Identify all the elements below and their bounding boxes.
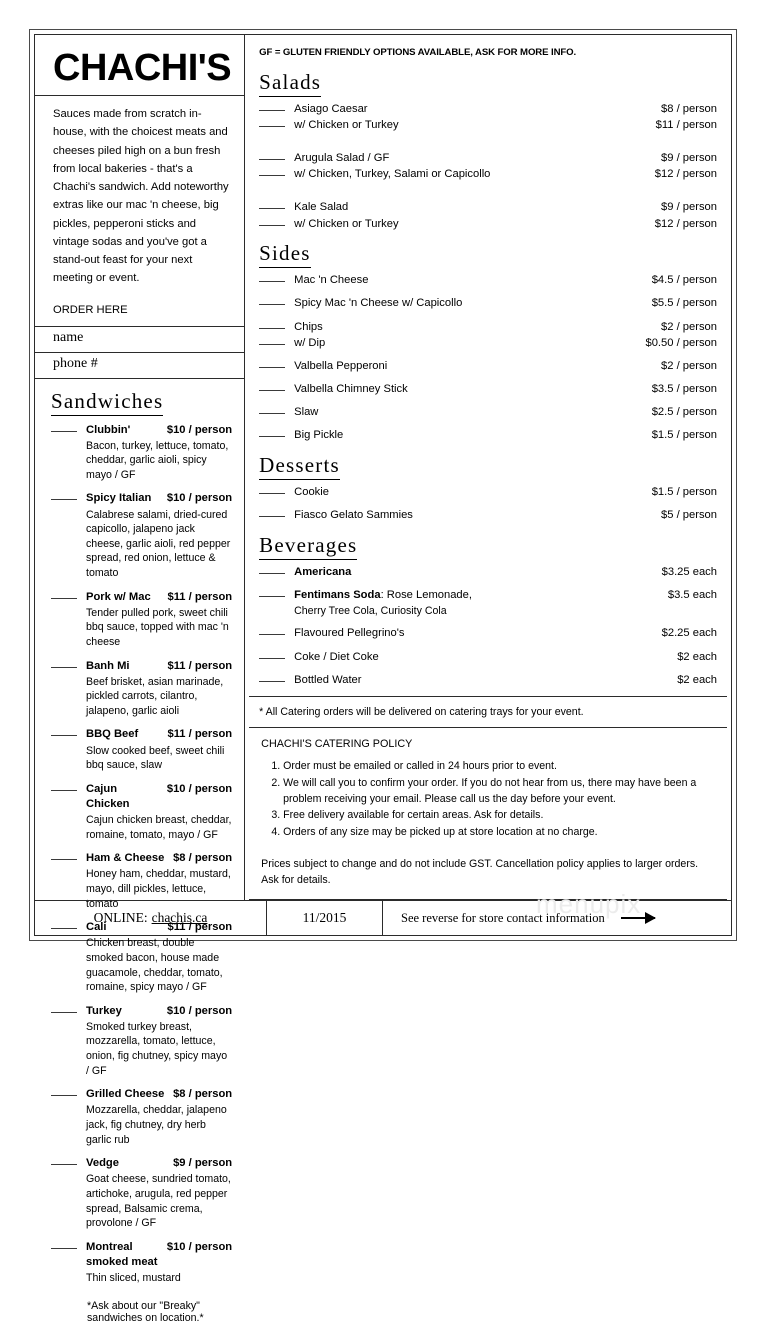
- item-description: Cajun chicken breast, cheddar, romaine, tomato, mayo / GF: [86, 814, 232, 841]
- gluten-friendly-note: GF = GLUTEN FRIENDLY OPTIONS AVAILABLE, ASK FOR MORE INFO.: [259, 47, 577, 58]
- page-footer: [35, 900, 731, 935]
- item-name: Pork w/ Mac: [86, 590, 151, 603]
- item-name: Valbella Chimney Stick: [294, 382, 408, 395]
- item-name: Big Pickle: [294, 429, 344, 442]
- item-price: $10 / person: [166, 782, 233, 795]
- item-name: Clubbin': [86, 423, 131, 436]
- item-price: $1.5 / person: [651, 429, 717, 442]
- menu-item[interactable]: [259, 626, 717, 641]
- menu-item[interactable]: [259, 650, 717, 665]
- item-brand: Fentimans Soda: [294, 588, 381, 601]
- item-description: Smoked turkey breast, mozzarella, tomato, lettuce, onion, fig chutney, spicy mayo / GF: [86, 1020, 228, 1077]
- item-price: $1.5 / person: [651, 485, 717, 498]
- desserts-section: [249, 453, 727, 531]
- item-name: Chips: [294, 320, 323, 333]
- policy-title: CHACHI'S CATERING POLICY: [261, 737, 413, 750]
- order-blank-line[interactable]: [259, 516, 285, 517]
- order-blank-line[interactable]: [259, 413, 285, 414]
- item-description: Calabrese salami, dried-cured capicollo, jalapeno jack cheese, garlic aioli, red pepper spread, red onion, lettuce & tomato: [86, 508, 231, 579]
- policy-rule: 4. Orders of any size may be picked up at store location at no charge.: [283, 825, 717, 841]
- menu-item[interactable]: [259, 320, 717, 335]
- menu-item[interactable]: [51, 1087, 232, 1147]
- item-price: $10 / person: [166, 423, 233, 436]
- menu-item[interactable]: [51, 423, 232, 483]
- order-blank-line[interactable]: [259, 304, 285, 305]
- footer-date-cell: 11/2015: [267, 901, 383, 935]
- menu-item[interactable]: [259, 508, 717, 523]
- menu-item[interactable]: [259, 217, 717, 232]
- item-name: Valbella Pepperoni: [294, 359, 388, 372]
- policy-rules-list: [261, 759, 717, 841]
- item-price: $12 / person: [654, 168, 717, 181]
- item-flavours: : Rose Lemonade,: [380, 588, 472, 601]
- item-name: Fiasco Gelato Sammies: [294, 508, 413, 521]
- policy-footer-text: Prices subject to change and do not include GST. Cancellation policy applies to larger orders. Ask for details.: [261, 858, 699, 887]
- menu-item[interactable]: [51, 659, 232, 719]
- item-description: Cherry Tree Cola, Curiosity Cola: [294, 604, 447, 617]
- menu-item[interactable]: [259, 588, 717, 619]
- item-name: w/ Chicken or Turkey: [294, 217, 399, 230]
- item-price: $2 each: [677, 673, 717, 686]
- menu-item[interactable]: [259, 296, 717, 311]
- item-price: $11 / person: [167, 921, 233, 934]
- order-blank-line[interactable]: [51, 790, 77, 791]
- item-price: $10 / person: [166, 492, 233, 505]
- menu-item[interactable]: [51, 1156, 232, 1231]
- menu-item[interactable]: [259, 428, 717, 443]
- item-name: Spicy Italian: [86, 492, 152, 505]
- item-price: $3.5 / person: [651, 382, 717, 395]
- item-name: BBQ Beef: [86, 728, 139, 741]
- spacer: [259, 141, 717, 151]
- item-name: Kale Salad: [294, 201, 349, 214]
- intro-paragraph: Sauces made from scratch in-house, with the choicest meats and cheeses piled high on a bun fresh from local bakeries - that's a Chachi's sandwich. Add noteworthy extras like our mac 'n cheese, big pickles, pepperoni sticks and vintage sodas and you've got a stand-out feast for your next meeting or event.: [53, 108, 229, 285]
- menu-sheet: [29, 29, 737, 1324]
- item-price: $9 / person: [661, 201, 717, 214]
- item-price: $8 / person: [661, 103, 717, 115]
- policy-rule: 2. We will call you to confirm your order. If you do not hear from us, there may have been a problem receiving your email. Please call us the day before your event.: [283, 776, 717, 808]
- order-blank-line[interactable]: [51, 598, 77, 599]
- item-description: Thin sliced, mustard: [86, 1271, 181, 1284]
- item-price: $2 / person: [661, 359, 717, 372]
- right-arrow-icon: [621, 917, 655, 919]
- item-price: $5 / person: [661, 508, 717, 521]
- salads-section: [249, 70, 727, 240]
- item-name: Cajun Chicken: [86, 782, 130, 810]
- phone-field-label: phone #: [53, 355, 98, 371]
- brand-title: CHACHI'S: [53, 47, 232, 89]
- item-name: Asiago Caesar: [294, 103, 368, 115]
- order-blank-line[interactable]: [259, 281, 285, 282]
- order-blank-line[interactable]: [51, 1164, 77, 1165]
- item-price: $11 / person: [167, 659, 233, 672]
- item-price: $2.5 / person: [651, 405, 717, 418]
- menu-item[interactable]: [259, 167, 717, 182]
- intro-block: [35, 96, 244, 327]
- order-blank-line[interactable]: [259, 658, 285, 659]
- footer-online-cell: [35, 901, 267, 935]
- order-blank-line[interactable]: [51, 859, 77, 860]
- spacer: [259, 190, 717, 200]
- item-price: $3.25 each: [661, 565, 717, 578]
- sides-heading: Sides: [259, 241, 311, 268]
- order-blank-line[interactable]: [259, 344, 285, 345]
- item-name: Slaw: [294, 405, 319, 418]
- menu-item[interactable]: [51, 1004, 232, 1079]
- item-name: w/ Chicken or Turkey: [294, 119, 399, 132]
- menu-item[interactable]: [259, 336, 717, 351]
- menu-item[interactable]: [51, 491, 232, 580]
- name-field-label: name: [53, 329, 84, 345]
- item-name: Flavoured Pellegrino's: [294, 627, 405, 640]
- menu-item[interactable]: [259, 102, 717, 117]
- item-price: $2.25 each: [661, 627, 717, 640]
- item-price: $8 / person: [173, 852, 233, 865]
- order-blank-line[interactable]: [259, 436, 285, 437]
- beverages-heading: Beverages: [259, 533, 357, 560]
- order-blank-line[interactable]: [259, 328, 285, 329]
- item-price: $11 / person: [167, 728, 233, 741]
- website-link[interactable]: chachis.ca: [151, 910, 208, 925]
- item-description: Mozzarella, cheddar, jalapeno jack, fig chutney, dry herb garlic rub: [86, 1104, 227, 1146]
- item-description: Slow cooked beef, sweet chili bbq sauce, slaw: [86, 744, 225, 772]
- item-description: Tender pulled pork, sweet chili bbq sauce, topped with mac 'n cheese: [86, 606, 229, 648]
- order-blank-line[interactable]: [259, 208, 285, 209]
- item-price: $10 / person: [166, 1240, 233, 1253]
- catering-policy-block: [249, 728, 727, 900]
- item-name: Turkey: [86, 1004, 122, 1017]
- item-price: $8 / person: [173, 1088, 233, 1101]
- order-blank-line[interactable]: [51, 1248, 77, 1249]
- menu-item[interactable]: [259, 359, 717, 374]
- sandwiches-heading: Sandwiches: [51, 389, 163, 416]
- item-price: $4.5 / person: [651, 274, 717, 287]
- item-name: Montreal smoked meat: [86, 1240, 158, 1268]
- item-price: $0.50 / person: [645, 336, 717, 349]
- order-blank-line[interactable]: [51, 1012, 77, 1013]
- item-name: Coke / Diet Coke: [294, 650, 379, 663]
- item-name: [294, 588, 472, 603]
- breaky-note: *Ask about our "Breaky" sandwiches on location.*: [87, 1299, 204, 1324]
- menu-item[interactable]: [259, 273, 717, 288]
- menu-item[interactable]: [51, 782, 232, 842]
- menu-item[interactable]: [259, 673, 717, 688]
- item-name: Arugula Salad / GF: [294, 152, 390, 165]
- item-name: Banh Mi: [86, 659, 130, 672]
- online-label: ONLINE:: [93, 910, 148, 925]
- item-name: w/ Chicken, Turkey, Salami or Capicollo: [294, 168, 491, 181]
- see-reverse-label: See reverse for store contact information: [401, 910, 605, 925]
- brand-block: [35, 35, 244, 96]
- item-description: Bacon, turkey, lettuce, tomato, cheddar, garlic aioli, spicy mayo / GF: [86, 439, 229, 481]
- menu-item[interactable]: [259, 382, 717, 397]
- menu-inner-frame: [34, 34, 732, 1324]
- item-price: $12 / person: [654, 217, 717, 230]
- item-name: Ham & Cheese: [86, 852, 165, 865]
- order-blank-line[interactable]: [51, 1095, 77, 1096]
- order-here-label: ORDER HERE: [53, 303, 128, 316]
- item-name: w/ Dip: [294, 336, 326, 349]
- item-description: Chicken breast, double smoked bacon, house made guacamole, cheddar, tomato, romaine, spicy mayo / GF: [86, 937, 223, 994]
- item-price: $11 / person: [655, 119, 717, 132]
- delivery-note: * All Catering orders will be delivered on catering trays for your event.: [249, 696, 727, 728]
- item-name: Cookie: [294, 485, 329, 498]
- item-price: $5.5 / person: [651, 297, 717, 310]
- menu-item[interactable]: [259, 565, 717, 580]
- item-name: Spicy Mac 'n Cheese w/ Capicollo: [294, 297, 463, 310]
- right-column: [245, 35, 731, 900]
- policy-rule: 1. Order must be emailed or called in 24 hours prior to event.: [283, 759, 717, 775]
- order-blank-line[interactable]: [259, 159, 285, 160]
- order-blank-line[interactable]: [259, 634, 285, 635]
- item-name: Vedge: [86, 1157, 119, 1170]
- menu-item[interactable]: [259, 200, 717, 215]
- order-blank-line[interactable]: [259, 126, 285, 127]
- item-name: Cali: [86, 921, 107, 934]
- item-name: Grilled Cheese: [86, 1088, 165, 1101]
- order-blank-line[interactable]: [51, 667, 77, 668]
- order-blank-line[interactable]: [259, 110, 285, 111]
- order-blank-line[interactable]: [259, 681, 285, 682]
- item-name: Americana: [294, 565, 352, 578]
- footer-see-reverse-cell: [383, 901, 731, 935]
- sides-section: [249, 241, 727, 451]
- menu-item[interactable]: [259, 485, 717, 500]
- menupix-watermark: menupix: [536, 889, 642, 919]
- phone-field-row[interactable]: [35, 353, 244, 379]
- sandwiches-section: [35, 379, 244, 1328]
- item-price: $2 each: [677, 650, 717, 663]
- order-blank-line[interactable]: [259, 493, 285, 494]
- menu-item[interactable]: [259, 405, 717, 420]
- menu-item[interactable]: [259, 118, 717, 133]
- name-field-row[interactable]: [35, 327, 244, 353]
- item-price: $11 / person: [167, 590, 233, 603]
- order-blank-line[interactable]: [259, 390, 285, 391]
- item-price: $10 / person: [166, 1004, 233, 1017]
- item-price: $3.5 each: [667, 588, 717, 601]
- order-blank-line[interactable]: [51, 499, 77, 500]
- item-description: Honey ham, cheddar, mustard, mayo, dill pickles, lettuce, tomato: [86, 868, 231, 910]
- item-name: Bottled Water: [294, 673, 362, 686]
- menu-item[interactable]: [51, 590, 232, 650]
- menu-item[interactable]: [259, 151, 717, 166]
- item-description: Goat cheese, sundried tomato, artichoke, arugula, red pepper spread, Balsamic crema, provolone / GF: [86, 1173, 231, 1230]
- salads-heading: Salads: [259, 70, 321, 97]
- order-blank-line[interactable]: [259, 596, 285, 597]
- desserts-heading: Desserts: [259, 453, 340, 480]
- policy-rule: 3. Free delivery available for certain areas. Ask for details.: [283, 808, 717, 824]
- order-blank-line[interactable]: [259, 367, 285, 368]
- beverages-section: [249, 533, 727, 696]
- item-price: $9 / person: [661, 152, 717, 165]
- order-blank-line[interactable]: [259, 175, 285, 176]
- item-price: $2 / person: [661, 320, 717, 333]
- menu-item[interactable]: [51, 727, 232, 772]
- order-blank-line[interactable]: [259, 225, 285, 226]
- order-blank-line[interactable]: [51, 431, 77, 432]
- item-description: Beef brisket, asian marinade, pickled carrots, cilantro, jalapeno, garlic aioli: [86, 675, 224, 717]
- order-blank-line[interactable]: [259, 573, 285, 574]
- item-price: $9 / person: [173, 1157, 233, 1170]
- order-blank-line[interactable]: [51, 735, 77, 736]
- menu-item[interactable]: [51, 1240, 232, 1286]
- item-name: Mac 'n Cheese: [294, 274, 369, 287]
